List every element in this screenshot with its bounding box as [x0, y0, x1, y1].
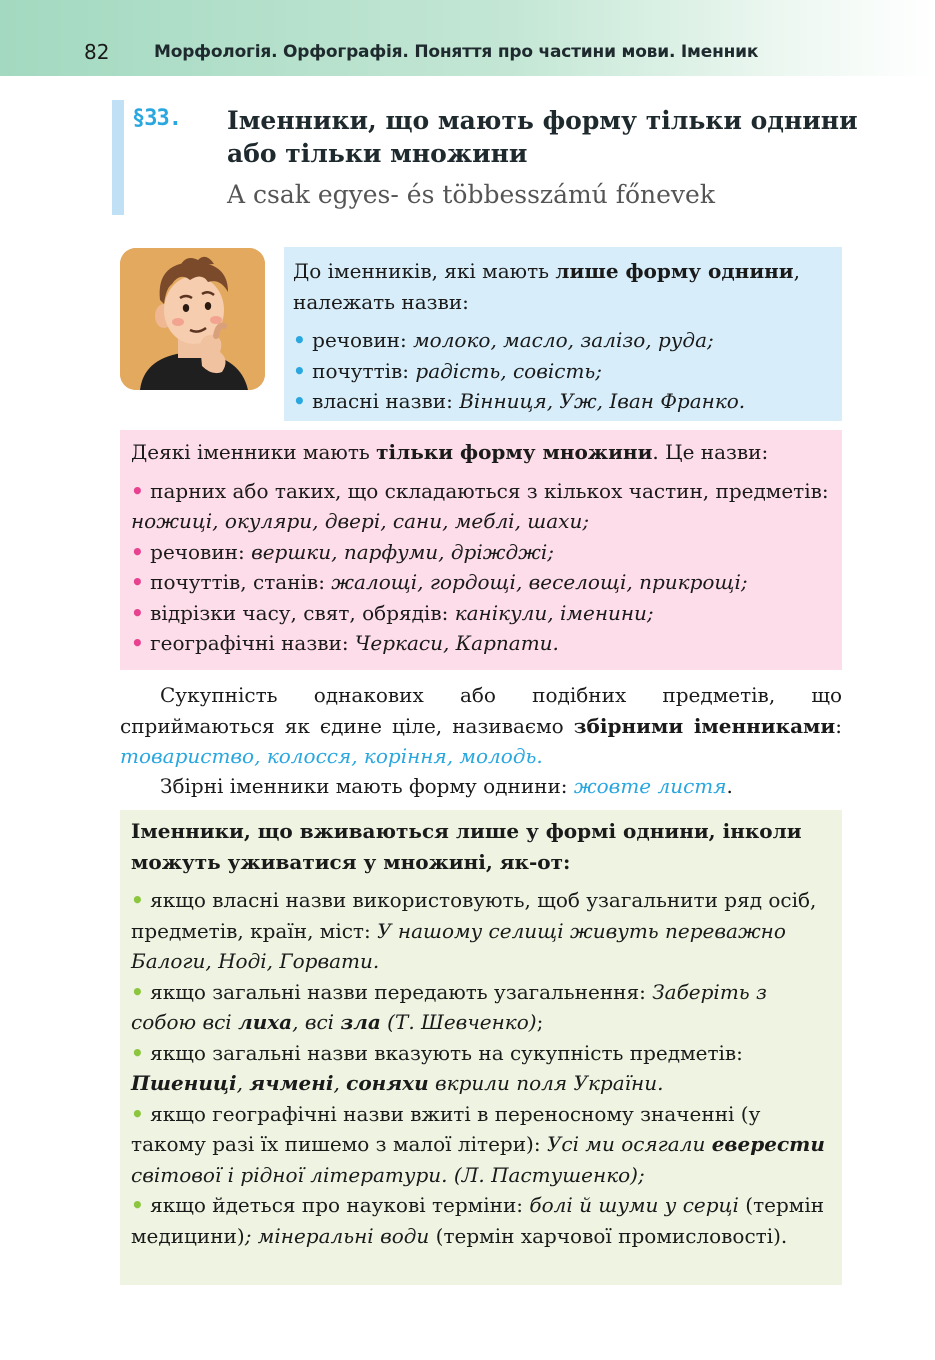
bullet-icon: •	[131, 631, 144, 655]
bullet-icon: •	[131, 979, 144, 1004]
bullet-icon: •	[131, 539, 144, 564]
list-item: • якщо йдеться про наукові терміни: болі й шуми у серці (термін медицини); мінеральні води (термін харчової промисловості).	[131, 1193, 825, 1248]
bullet-icon: •	[293, 328, 306, 352]
singular-lead: До іменників, які мають лише форму однини, належать назви:	[293, 259, 800, 314]
bullet-icon: •	[131, 888, 144, 912]
list-item: • речовин: молоко, масло, залізо, руда;	[293, 328, 714, 352]
bullet-icon: •	[131, 1101, 144, 1126]
plural-usage-box	[120, 810, 842, 1285]
list-item: • почуттів, станів: жалощі, гордощі, веселощі, прикрощі;	[131, 570, 748, 594]
collective-nouns-paragraph: Сукупність однакових або подібних предметів, що сприймаються як єдине ціле, називаємо збірними іменниками: товариство, колосся, коріння, молодь.	[120, 683, 842, 768]
bullet-icon: •	[131, 600, 144, 625]
plural-usage-list	[131, 885, 830, 1251]
list-item: • речовин: вершки, парфуми, дріжджі;	[131, 539, 555, 564]
section-title-line-2: або тільки множини	[227, 139, 528, 168]
bullet-icon: •	[131, 1193, 144, 1217]
collective-form-paragraph: Збірні іменники мають форму однини: жовте листя.	[160, 774, 733, 798]
bullet-icon: •	[131, 1040, 144, 1065]
list-item: • власні назви: Вінниця, Уж, Іван Франко.	[293, 389, 746, 413]
list-item: • географічні назви: Черкаси, Карпати.	[131, 631, 559, 655]
section-title-ua	[227, 104, 867, 170]
list-item: • парних або таких, що складаються з кількох частин, предметів: ножиці, окуляри, двері, сани, меблі, шахи;	[131, 478, 829, 533]
plural-list	[131, 476, 832, 659]
section-title-line-1: Іменники, що мають форму тільки однини	[227, 106, 858, 135]
boy-thinking-illustration	[120, 248, 265, 390]
bullet-icon: •	[293, 389, 306, 413]
section-accent-bar	[112, 100, 124, 215]
singular-only-box	[284, 247, 842, 421]
list-item: • якщо власні назви використовують, щоб узагальнити ряд осіб, предметів, країн, міст: У нашому селищі живуть переважно Балоги, Ноді, Горвати.	[131, 888, 817, 973]
page-number: 82	[84, 40, 110, 64]
plural-usage-lead: Іменники, що вживаються лише у формі однини, інколи можуть уживатися у множині, як-от:	[131, 819, 802, 874]
plural-only-box	[120, 430, 842, 670]
bullet-icon: •	[131, 478, 144, 503]
list-item: • відрізки часу, свят, обрядів: канікули, іменини;	[131, 600, 654, 625]
bullet-icon: •	[131, 570, 144, 594]
list-item: • якщо географічні назви вжиті в переносному значенні (у такому разі їх пишемо з малої літери): Усі ми осягали еверести світової і рідної літератури. (Л. Пастушенко);	[131, 1101, 825, 1187]
list-item: • почуттів: радість, совість;	[293, 358, 603, 383]
page-header	[0, 0, 935, 76]
list-item: • якщо загальні назви передають узагальнення: Заберіть з собою всі лиха, всі зла (Т. Шевченко);	[131, 979, 767, 1034]
boy-thinking-icon	[120, 248, 265, 390]
plural-lead: Деякі іменники мають тільки форму множини. Це назви:	[131, 440, 769, 464]
list-item: • якщо загальні назви вказують на сукупність предметів: Пшениці, ячмені, соняхи вкрили поля України.	[131, 1040, 743, 1095]
running-title: Морфологія. Орфографія. Поняття про частини мови. Іменник	[154, 42, 759, 62]
singular-list	[293, 325, 832, 417]
bullet-icon: •	[293, 358, 306, 383]
section-title-hu: A csak egyes- és többesszámú főnevek	[227, 180, 716, 209]
section-number: §33.	[132, 106, 181, 131]
